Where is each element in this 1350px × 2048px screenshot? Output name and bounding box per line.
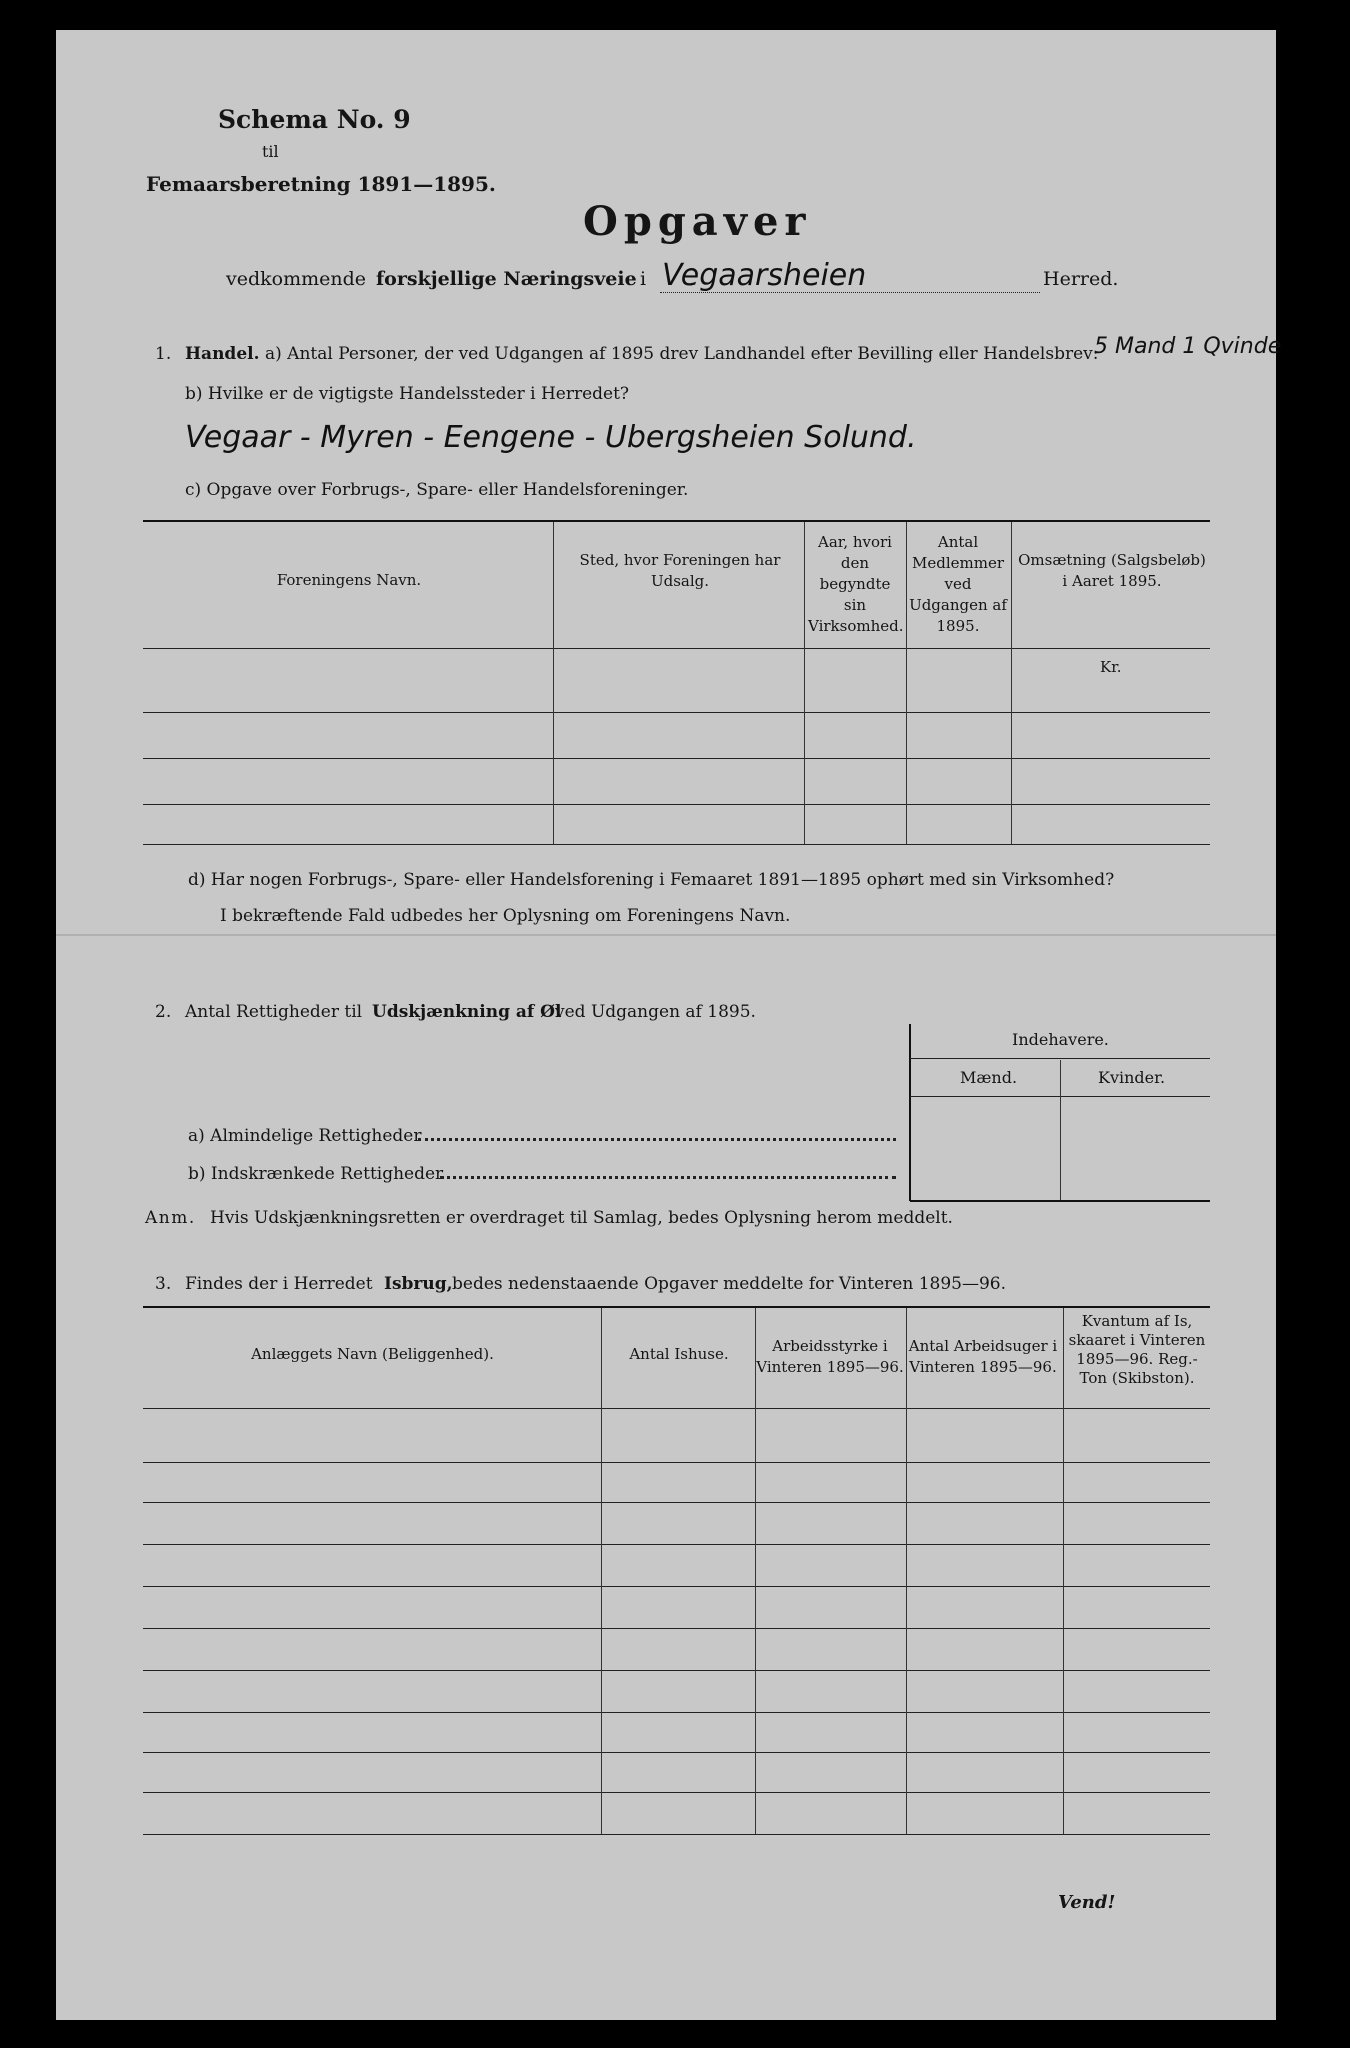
table3-row-line	[143, 1712, 1210, 1713]
section2-row-a-dots	[418, 1138, 896, 1141]
report-subtitle: Femaarsberetning 1891—1895.	[146, 172, 496, 196]
table3-header-ishuse: Antal Ishuse.	[629, 1345, 729, 1363]
section3-text-post: bedes nedenstaaende Opgaver meddelte for Vinteren 1895—96.	[452, 1274, 1007, 1294]
anm-label: Anm.	[145, 1208, 196, 1228]
table1-currency: Kr.	[1100, 658, 1122, 676]
table3-col-divider	[601, 1308, 602, 1834]
table1-header-antal: Antal Medlemmer ved Udgangen af 1895.	[909, 533, 1007, 635]
table3-row-line	[143, 1834, 1210, 1835]
section1-question-a: a) Antal Personer, der ved Udgangen af 1895 drev Landhandel efter Bevilling eller Handelsbrev:	[265, 344, 1099, 364]
table3-header-kvantum: Kvantum af Is, skaaret i Vinteren 1895—96. Reg.-Ton (Skibston).	[1068, 1312, 1206, 1387]
section1-answer-a: 5 Mand 1 Qvinde	[1094, 334, 1282, 359]
section1-number: 1.	[155, 344, 172, 364]
table1-col-divider	[553, 522, 554, 844]
page-title: Opgaver	[583, 198, 812, 245]
section2-text-post: ved Udgangen af 1895.	[555, 1002, 756, 1022]
table1-header-aar: Aar, hvori den begyndte sin Virksomhed.	[808, 533, 904, 635]
table3-header-rule	[143, 1408, 1210, 1409]
handwritten-herred: Vegaarsheien	[662, 258, 867, 293]
section1-question-c: c) Opgave over Forbrugs-, Spare- eller Handelsforeninger.	[185, 480, 689, 500]
table3-col-divider	[755, 1308, 756, 1834]
table3-row-line	[143, 1792, 1210, 1793]
section2-box-bottom	[910, 1200, 1210, 1202]
section1-question-d-line2: I bekræftende Fald udbedes her Oplysning om Foreningens Navn.	[220, 906, 791, 926]
form-sheet	[56, 30, 1276, 2020]
table1-col-divider	[906, 522, 907, 844]
table3-row-line	[143, 1752, 1210, 1753]
section3-text-pre: Findes der i Herredet	[185, 1274, 373, 1294]
table1-header-omsaetning: Omsætning (Salgsbeløb) i Aaret 1895.	[1018, 551, 1206, 590]
anm-text: Hvis Udskjænkningsretten er overdraget til Samlag, bedes Oplysning herom meddelt.	[210, 1208, 953, 1228]
section2-col-divider	[1060, 1060, 1061, 1200]
section2-number: 2.	[155, 1002, 172, 1022]
table1-header-rule	[143, 648, 1210, 649]
table3-row-line	[143, 1670, 1210, 1671]
table1-header-name: Foreningens Navn.	[276, 571, 422, 589]
section2-text-pre: Antal Rettigheder til	[185, 1002, 363, 1022]
ved-bold: forskjellige Næringsveie	[376, 268, 637, 290]
table1-col-divider	[804, 522, 805, 844]
table1-row-line	[143, 712, 1210, 713]
maend-label: Mænd.	[960, 1068, 1018, 1087]
section2-header-rule	[910, 1058, 1210, 1059]
til-label: til	[262, 142, 279, 161]
section3-text-bold: Isbrug,	[384, 1274, 453, 1294]
kvinder-label: Kvinder.	[1098, 1068, 1166, 1087]
table3-header-arbeidsstyrke: Arbeidsstyrke i Vinteren 1895—96.	[756, 1337, 904, 1376]
table3-col-divider	[906, 1308, 907, 1834]
table1-top-rule	[143, 520, 1210, 522]
table1-row-line	[143, 804, 1210, 805]
section2-box-left	[909, 1024, 911, 1201]
section1-question-b: b) Hvilke er de vigtigste Handelssteder i Herredet?	[185, 384, 630, 404]
ved-i: i	[640, 268, 647, 290]
table3-row-line	[143, 1502, 1210, 1503]
section1-label: Handel.	[185, 344, 260, 364]
table3-header-name: Anlæggets Navn (Beliggenhed).	[251, 1345, 494, 1363]
section1-answer-b: Vegaar - Myren - Eengene - Ubergsheien Solund.	[185, 420, 917, 455]
table3-row-line	[143, 1628, 1210, 1629]
fold-line	[56, 934, 1276, 936]
section2-row-b: b) Indskrænkede Rettigheder	[188, 1164, 444, 1184]
ved-prefix: vedkommende	[226, 268, 367, 290]
table3-row-line	[143, 1462, 1210, 1463]
table3-col-divider	[1063, 1308, 1064, 1834]
table3-row-line	[143, 1586, 1210, 1587]
table1-row-line	[143, 758, 1210, 759]
table1-header-sted: Sted, hvor Foreningen har Udsalg.	[579, 551, 781, 590]
herred-label: Herred.	[1043, 268, 1119, 290]
vend-label: Vend!	[1058, 1892, 1116, 1913]
herred-dotted-line	[660, 292, 1040, 293]
section2-text-bold: Udskjænkning af Øl	[372, 1002, 562, 1022]
table3-row-line	[143, 1544, 1210, 1545]
table3-header-arbeidsuger: Antal Arbeidsuger i Vinteren 1895—96.	[908, 1337, 1058, 1376]
section2-row-b-dots	[440, 1176, 896, 1179]
table1-row-line	[143, 844, 1210, 845]
section1-question-d: d) Har nogen Forbrugs-, Spare- eller Handelsforening i Femaaret 1891—1895 ophørt med sin Virksomhed?	[188, 870, 1115, 890]
section3-number: 3.	[155, 1274, 172, 1294]
section2-row-a: a) Almindelige Rettigheder	[188, 1126, 422, 1146]
indehavere-label: Indehavere.	[1012, 1030, 1109, 1049]
schema-number: Schema No. 9	[218, 105, 411, 134]
table3-top-rule	[143, 1306, 1210, 1308]
table1-col-divider	[1011, 522, 1012, 844]
